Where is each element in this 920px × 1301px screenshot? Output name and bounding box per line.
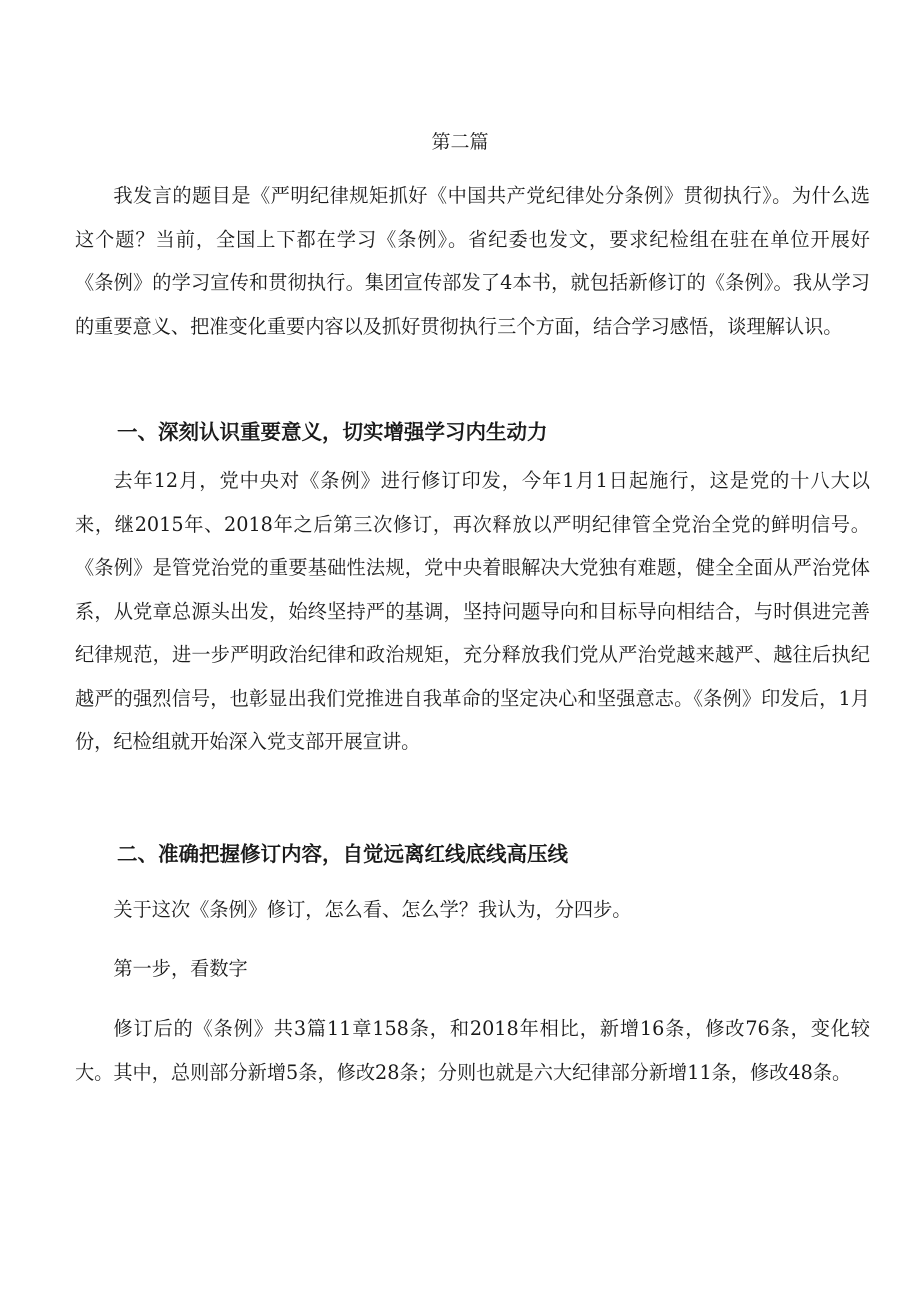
section-heading-1: 一、深刻认识重要意义，切实增强学习内生动力	[117, 420, 548, 444]
section-heading-2: 二、准确把握修订内容，自觉远离红线底线高压线	[117, 842, 568, 866]
intro-paragraph: 我发言的题目是《严明纪律规矩抓好《中国共产党纪律处分条例》贯彻执行》。为什么选这个题？当前，全国上下都在学习《条例》。省纪委也发文，要求纪检组在驻在单位开展好《条例》的学习宣传和贯彻执行。集团宣传部发了4本书，就包括新修订的《条例》。我从学习的重要意义、把准变化重要内容以及抓好贯彻执行三个方面，结合学习感悟，谈理解认识。	[75, 184, 870, 338]
document-title: 第二篇	[431, 131, 489, 153]
section-2-paragraph-1: 关于这次《条例》修订，怎么看、怎么学？我认为，分四步。	[113, 898, 632, 921]
section-2-paragraph-2: 第一步，看数字	[113, 957, 248, 980]
section-2-paragraph-3: 修订后的《条例》共3篇11章158条，和2018年相比，新增16条，修改76条，变化较大。其中，总则部分新增5条，修改28条；分则也就是六大纪律部分新增11条，修改48条。	[75, 1017, 870, 1084]
section-1-paragraph: 去年12月，党中央对《条例》进行修订印发，今年1月1日起施行，这是党的十八大以来，继2015年、2018年之后第三次修订，再次释放以严明纪律管全党治全党的鲜明信号。《条例》是管党治党的重要基础性法规，党中央着眼解决大党独有难题，健全全面从严治党体系，从党章总源头出发，始终坚持严的基调，坚持问题导向和目标导向相结合，与时俱进完善纪律规范，进一步严明政治纪律和政治规矩，充分释放我们党从严治党越来越严、越往后执纪越严的强烈信号，也彰显出我们党推进自我革命的坚定决心和坚强意志。《条例》印发后，1月份，纪检组就开始深入党支部开展宣讲。	[75, 469, 870, 753]
